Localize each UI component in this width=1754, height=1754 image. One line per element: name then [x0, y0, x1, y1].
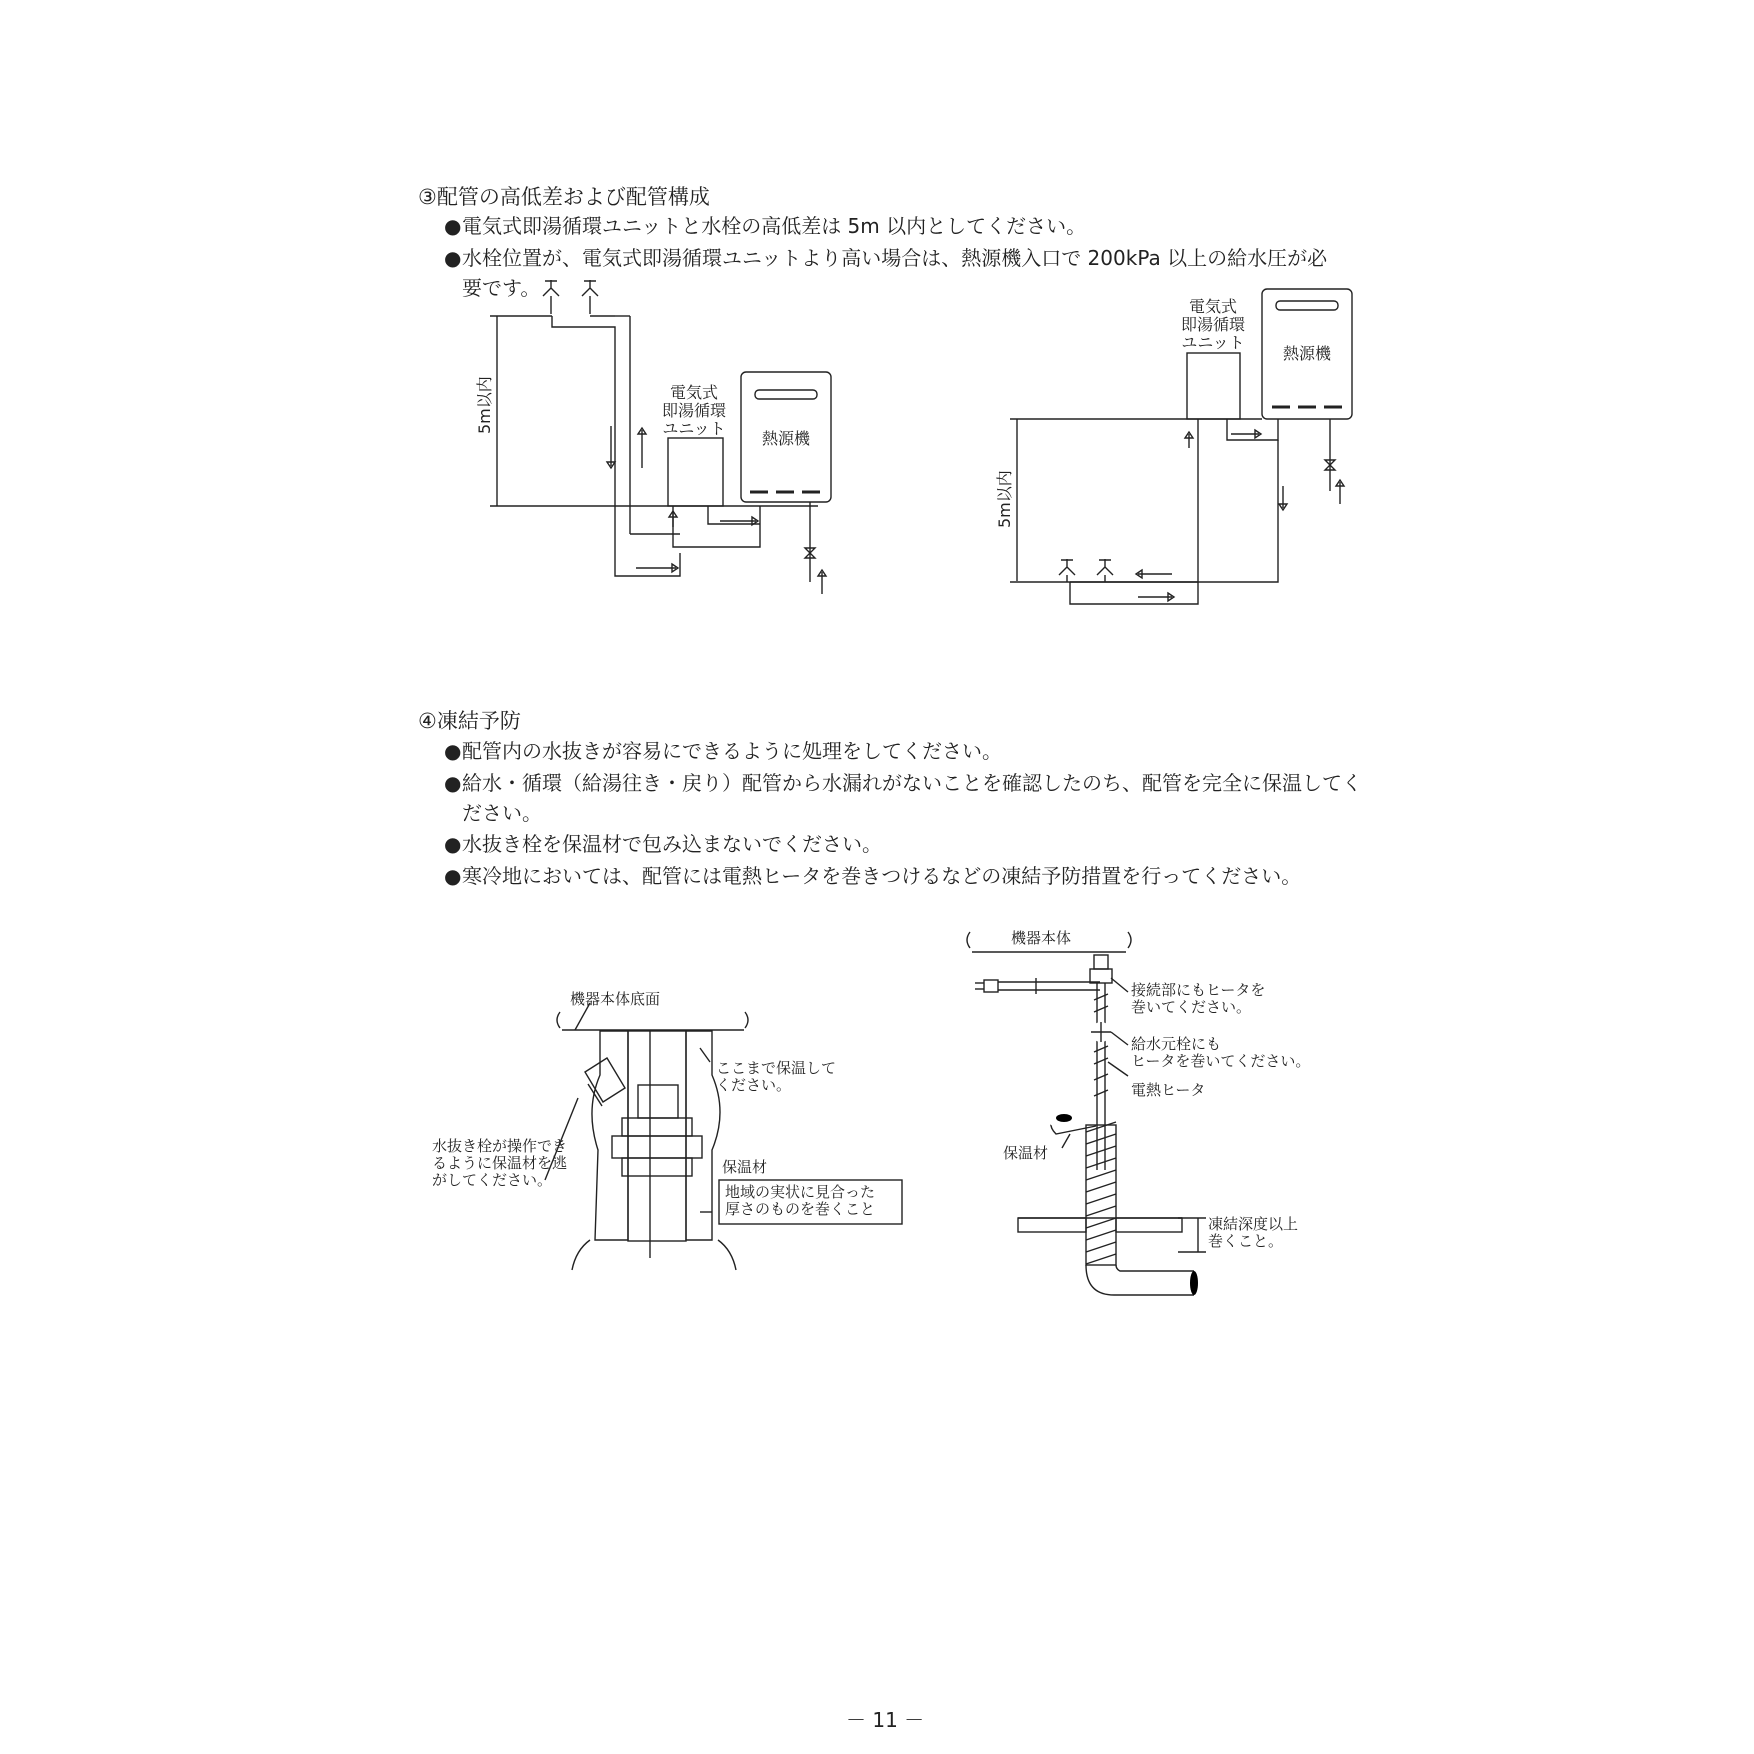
device-body-label: 機器本体 — [1011, 929, 1072, 947]
section4-title: ④凍結予防 — [418, 709, 521, 733]
frost-depth-note: 凍結深度以上 巻くこと。 — [1208, 1215, 1299, 1250]
heat-source-label-left: 熱源機 — [762, 429, 811, 448]
insulate-here-note: ここまで保温して ください。 — [716, 1059, 837, 1094]
section3-title: ③配管の高低差および配管構成 — [418, 185, 710, 209]
section4-bullet-2: ●給水・循環（給湯往き・戻り）配管から水漏れがないことを確認したのち、配管を完全に保温してく — [444, 771, 1362, 795]
unit-label-right: 電気式 即湯循環 ユニット — [1180, 297, 1245, 352]
joint-heater-note: 接続部にもヒータを 巻いてください。 — [1131, 981, 1266, 1016]
section3-bullet-1: ●電気式即湯循環ユニットと水栓の高低差は 5m 以内としてください。 — [444, 214, 1087, 238]
thickness-note-box: 地域の実状に見合った 厚さのものを巻くこと — [725, 1183, 876, 1218]
unit-label-left: 電気式 即湯循環 ユニット — [661, 383, 726, 438]
section3-bullet-2-cont: 要です。 — [462, 276, 541, 300]
valve-heater-note: 給水元栓にも ヒータを巻いてください。 — [1131, 1035, 1311, 1070]
section4-bullet-4: ●寒冷地においては、配管には電熱ヒータを巻きつけるなどの凍結予防措置を行ってください。 — [444, 864, 1302, 888]
height-label-left: 5m以内 — [475, 376, 494, 434]
device-bottom-label: 機器本体底面 — [570, 990, 661, 1008]
drain-plug-note: 水抜き栓が操作でき るように保温材を逃 がしてください。 — [432, 1137, 568, 1189]
page-number: － 11 － — [846, 1708, 925, 1732]
section3-bullet-2: ●水栓位置が、電気式即湯循環ユニットより高い場合は、熱源機入口で 200kPa 以上の給水圧が必 — [444, 246, 1328, 270]
section4-bullet-2-cont: ださい。 — [462, 801, 542, 825]
insulation-label-left: 保温材 — [722, 1158, 768, 1176]
heat-source-label-right: 熱源機 — [1283, 344, 1332, 363]
electric-heater-label: 電熱ヒータ — [1131, 1081, 1206, 1099]
insulation-label-right: 保温材 — [1003, 1144, 1049, 1162]
section4-bullet-1: ●配管内の水抜きが容易にできるように処理をしてください。 — [444, 739, 1002, 763]
section4-bullet-3: ●水抜き栓を保温材で包み込まないでください。 — [444, 832, 882, 856]
height-label-right: 5m以内 — [995, 470, 1014, 528]
